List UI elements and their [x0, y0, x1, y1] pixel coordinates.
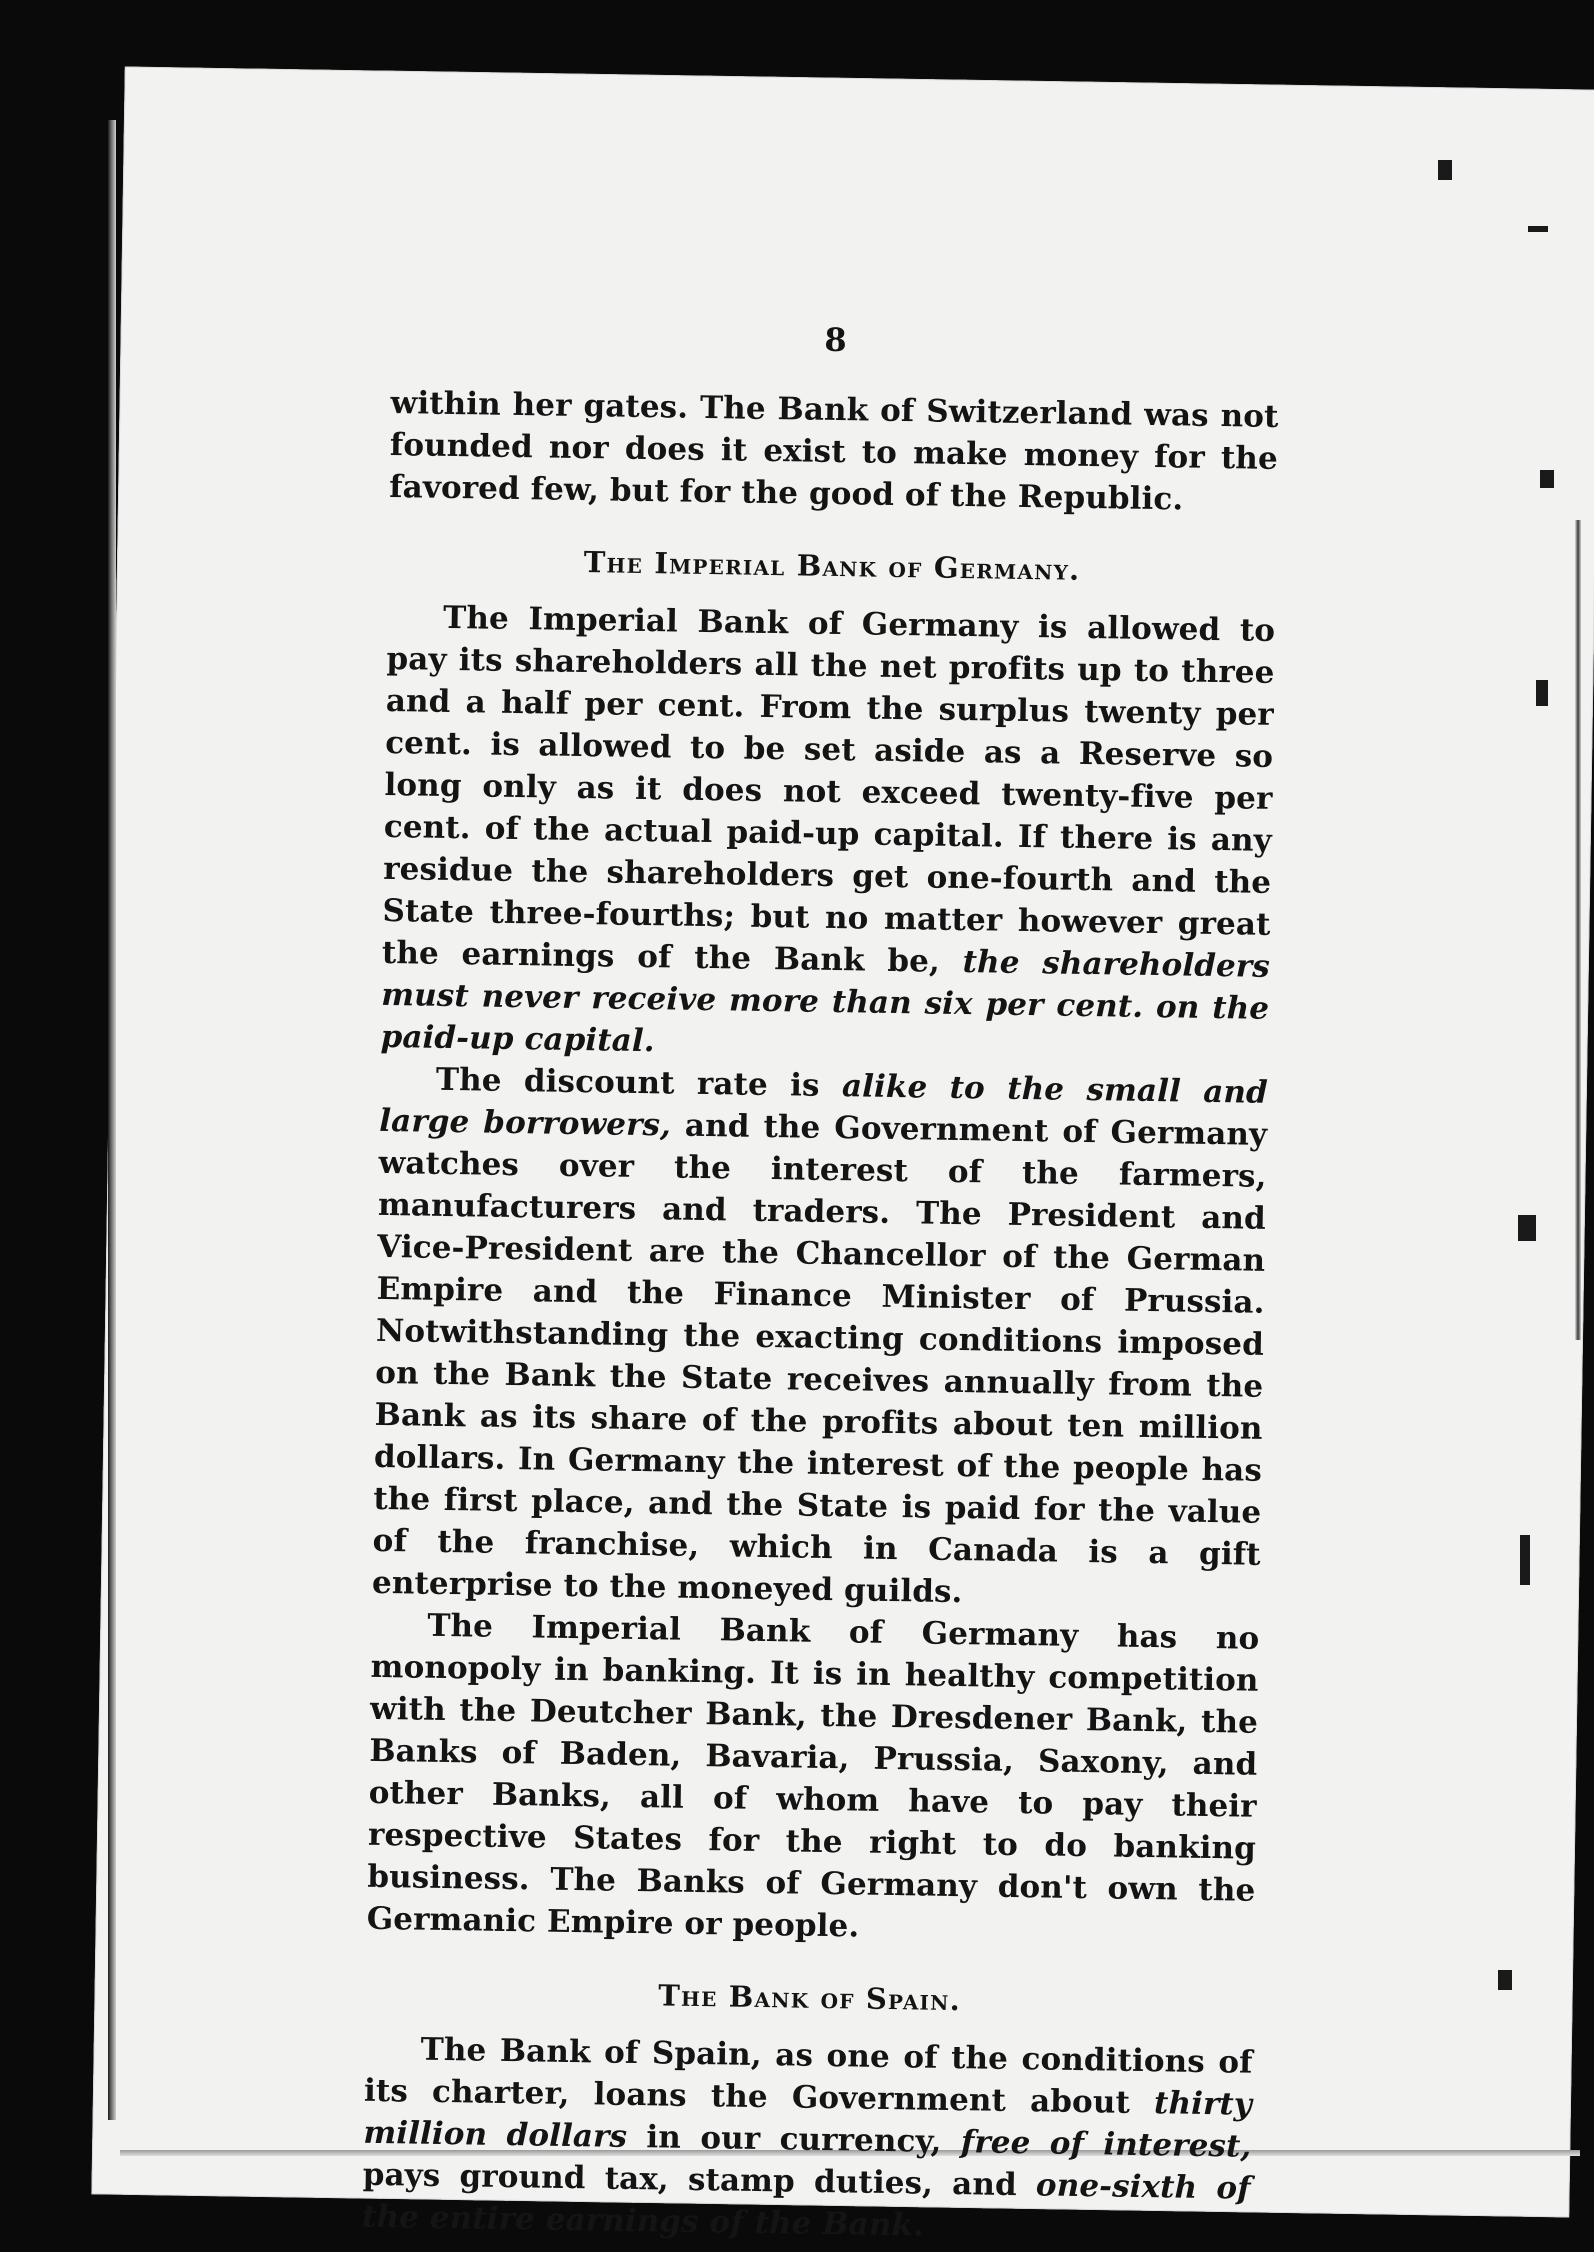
spain-paragraph-1: [362, 2028, 1253, 2252]
scan-mark: [1438, 160, 1452, 180]
page-right-edge-shadow: [1575, 520, 1581, 1340]
germany-paragraph-2-text-a: The discount rate is: [435, 1061, 843, 1105]
germany-paragraph-1-emphasis: the shareholders must never receive more than six per cent. on the paid-up capital.: [380, 944, 1271, 1060]
scan-mark: [1528, 226, 1548, 232]
scan-mark: [1498, 1970, 1512, 1990]
section-heading-spain: The Bank of Spain.: [657, 1978, 962, 2018]
spain-emphasis-3: one-sixth of the entire earnings of the Bank.: [361, 2167, 1251, 2244]
spain-emphasis-1: thirty million dollars: [363, 2085, 1253, 2155]
scan-mark: [1540, 470, 1554, 488]
continuation-paragraph: within her gates. The Bank of Switzerland was not founded nor does it exist to make money for the favored few, but for the good of the Republic.: [388, 384, 1279, 518]
germany-paragraph-1: [380, 596, 1275, 1072]
scan-mark: [1520, 1535, 1530, 1585]
page-text: [362, 312, 1280, 2252]
germany-paragraph-2-emphasis: alike to the small and large borrowers,: [379, 1068, 1269, 1144]
spain-text-b: in our currency,: [626, 2118, 962, 2161]
scan-mark: [1536, 680, 1548, 706]
spain-emphasis-2: free of interest,: [960, 2124, 1252, 2165]
scan-mark: [1518, 1215, 1536, 1241]
germany-paragraph-2: [372, 1058, 1268, 1618]
page-number: 8: [824, 320, 848, 360]
spain-text-c: pays ground tax, stamp duties, and: [362, 2156, 1037, 2204]
section-heading-germany: The Imperial Bank of Germany.: [583, 545, 1081, 587]
spain-text-a: The Bank of Spain, as one of the conditions of its charter, loans the Government about: [363, 2031, 1253, 2122]
page-left-edge: [108, 120, 116, 2120]
germany-paragraph-1-text: The Imperial Bank of Germany is allowed to pay its shareholders all the net profits up to three and a half per cent. From the surplus twenty per cent. is allowed to be set aside as a Reserve so long only as it does not exceed twenty-five per cent. of the actual paid-up capital. If there is any residue the shareholders get one-fourth and the State three-fourths; but no matter however great the earnings of the Bank be,: [381, 599, 1276, 981]
germany-paragraph-2-text-b: and the Government of Germany watches over the interest of the farmers, manufacturers and traders. The President and Vice-President are the Chancellor of the German Empire and the Finance Minister of Prussia. Notwithstanding the exacting conditions imposed on the Bank the State receives annually from the Bank as its share of the profits about ten million dollars. In Germany the interest of the people has the first place, and the State is paid for the value of the franchise, which in Canada is a gift enterprise to the moneyed guilds.: [371, 1107, 1268, 1611]
germany-paragraph-3: The Imperial Bank of Germany has no monopoly in banking. It is in healthy competition with the Deutcher Bank, the Dresdener Bank, the Banks of Baden, Bavaria, Prussia, Saxony, and other Banks, all of whom have to pay their respective States for the right to do banking business. The Banks of Germany don't own the Germanic Empire or people.: [366, 1607, 1260, 1945]
